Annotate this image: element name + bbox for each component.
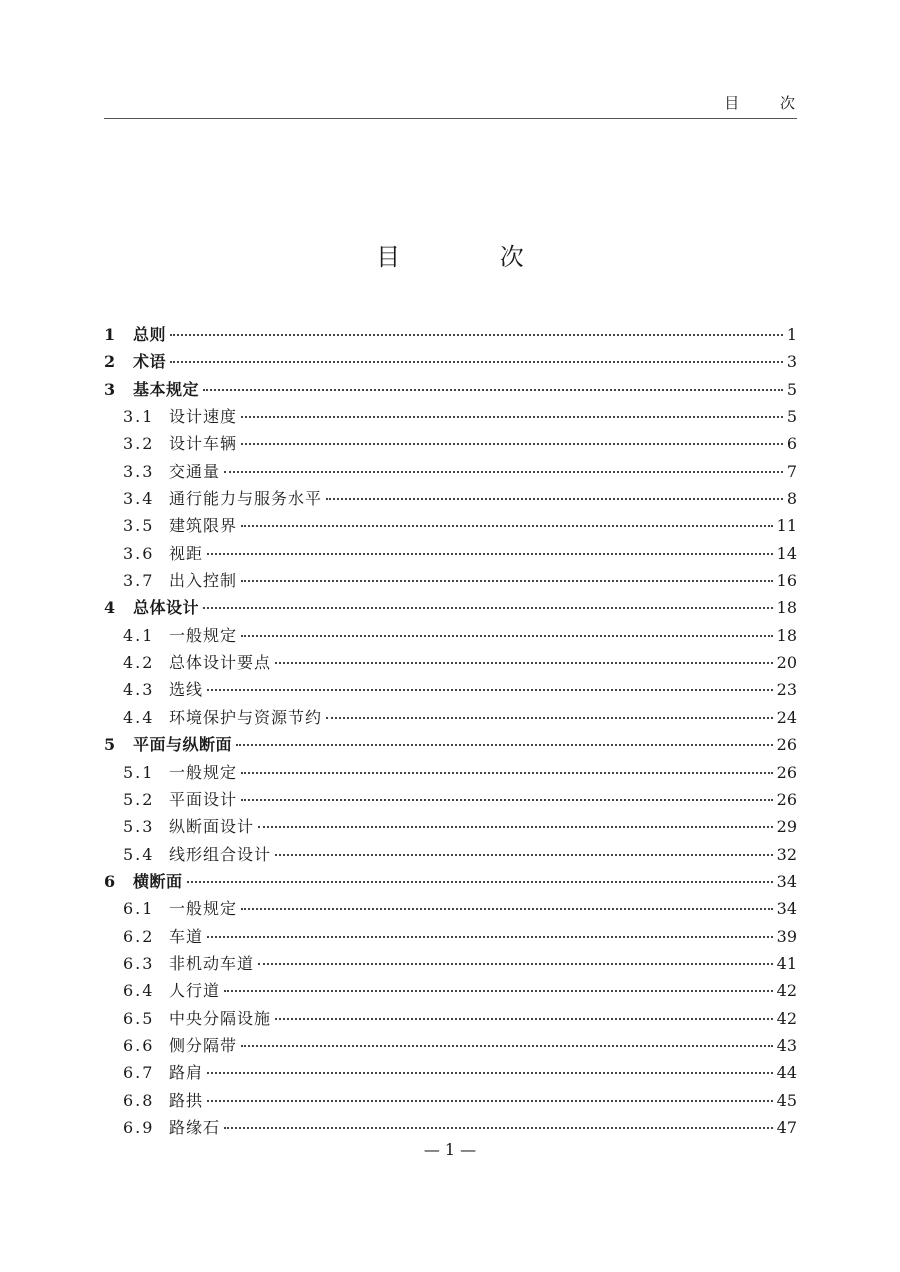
toc-dot-leader (207, 936, 773, 938)
toc-entry-page: 43 (776, 1035, 797, 1055)
toc-entry-title: 视距 (169, 543, 204, 563)
toc-section-entry[interactable] (104, 677, 797, 704)
toc-entry-title: 非机动车道 (169, 953, 255, 973)
toc-entry-number: 5.4 (123, 844, 155, 864)
toc-entry-title: 路肩 (169, 1063, 204, 1083)
toc-section-entry[interactable] (104, 650, 797, 677)
toc-entry-page: 24 (776, 707, 797, 727)
toc-section-entry[interactable] (104, 568, 797, 595)
toc-entry-page: 34 (776, 899, 797, 919)
toc-entry-number: 4.3 (123, 680, 155, 700)
toc-dot-leader (275, 854, 773, 856)
toc-dot-leader (241, 908, 773, 910)
toc-dot-leader (207, 689, 773, 691)
toc-entry-number: 5.2 (123, 789, 155, 809)
toc-entry-title: 侧分隔带 (169, 1035, 238, 1055)
toc-entry-page: 45 (776, 1090, 797, 1110)
toc-entry-number: 3.5 (123, 516, 155, 536)
toc-chapter-entry[interactable] (104, 732, 797, 759)
toc-chapter-entry[interactable] (104, 377, 797, 404)
toc-entry-number: 6.8 (123, 1090, 155, 1110)
toc-entry-title: 设计车辆 (169, 434, 238, 454)
toc-entry-title: 车道 (169, 926, 204, 946)
toc-entry-number: 6.6 (123, 1035, 155, 1055)
toc-entry-title: 环境保护与资源节约 (169, 707, 323, 727)
toc-dot-leader (241, 772, 773, 774)
toc-entry-page: 41 (776, 953, 797, 973)
toc-section-entry[interactable] (104, 760, 797, 787)
toc-entry-page: 14 (776, 543, 797, 563)
toc-section-entry[interactable] (104, 705, 797, 732)
toc-section-entry[interactable] (104, 459, 797, 486)
toc-entry-page: 3 (786, 352, 797, 372)
toc-entry-page: 47 (776, 1117, 797, 1137)
toc-entry-number: 6 (104, 871, 116, 891)
toc-entry-page: 6 (786, 434, 797, 454)
toc-entry-number: 6.9 (123, 1117, 155, 1137)
toc-entry-page: 44 (776, 1063, 797, 1083)
toc-dot-leader (224, 471, 783, 473)
toc-entry-page: 5 (786, 407, 797, 427)
toc-entry-number: 6.3 (123, 953, 155, 973)
toc-section-entry[interactable] (104, 787, 797, 814)
toc-entry-page: 11 (776, 516, 797, 536)
toc-dot-leader (258, 826, 773, 828)
toc-dot-leader (236, 744, 773, 746)
toc-dot-leader (170, 334, 783, 336)
toc-entry-page: 26 (776, 735, 797, 755)
toc-entry-number: 5.3 (123, 817, 155, 837)
toc-entry-page: 5 (786, 379, 797, 399)
toc-section-entry[interactable] (104, 924, 797, 951)
page-number: — 1 — (423, 1140, 477, 1159)
toc-entry-number: 3.1 (123, 407, 155, 427)
toc-entry-title: 基本规定 (133, 379, 200, 399)
toc-entry-title: 总则 (133, 325, 167, 344)
toc-section-entry[interactable] (104, 842, 797, 869)
toc-dot-leader (326, 717, 773, 719)
toc-entry-title: 出入控制 (169, 571, 238, 591)
toc-entry-page: 23 (776, 680, 797, 700)
toc-chapter-entry[interactable] (104, 869, 797, 896)
toc-entry-page: 39 (776, 926, 797, 946)
running-header-title: 目 次 (724, 94, 813, 112)
toc-entry-page: 26 (776, 762, 797, 782)
toc-entry-title: 选线 (169, 680, 204, 700)
toc-entry-title: 设计速度 (169, 407, 238, 427)
toc-dot-leader (258, 963, 773, 965)
toc-entry-number: 4.4 (123, 707, 155, 727)
toc-dot-leader (275, 1018, 773, 1020)
toc-entry-title: 一般规定 (169, 762, 238, 782)
toc-entry-page: 32 (776, 844, 797, 864)
toc-entry-number: 5.1 (123, 762, 155, 782)
toc-entry-title: 术语 (133, 352, 167, 372)
toc-entry-title: 一般规定 (169, 625, 238, 645)
toc-entry-number: 6.1 (123, 899, 155, 919)
toc-entry-title: 纵断面设计 (169, 817, 255, 837)
toc-entry-number: 1 (104, 325, 116, 344)
toc-dot-leader (241, 443, 783, 445)
toc-entry-page: 1 (786, 325, 797, 344)
toc-entry-title: 横断面 (133, 871, 183, 891)
toc-dot-leader (203, 389, 783, 391)
toc-section-entry[interactable] (104, 1115, 797, 1142)
toc-entry-number: 4.2 (123, 653, 155, 673)
toc-entry-page: 34 (776, 871, 797, 891)
toc-entry-number: 3.4 (123, 489, 155, 509)
toc-dot-leader (187, 881, 773, 883)
toc-entry-number: 3.2 (123, 434, 155, 454)
toc-entry-page: 18 (776, 598, 797, 618)
toc-dot-leader (241, 580, 773, 582)
toc-section-entry[interactable] (104, 1060, 797, 1087)
toc-dot-leader (275, 662, 773, 664)
toc-entry-page: 42 (776, 981, 797, 1001)
toc-entry-page: 42 (776, 1008, 797, 1028)
toc-entry-number: 6.2 (123, 926, 155, 946)
toc-chapter-entry[interactable] (104, 595, 797, 622)
toc-dot-leader (170, 361, 783, 363)
toc-dot-leader (241, 635, 773, 637)
toc-entry-title: 人行道 (169, 981, 221, 1001)
toc-dot-leader (326, 498, 783, 500)
toc-entry-title: 建筑限界 (169, 516, 238, 536)
toc-section-entry[interactable] (104, 951, 797, 978)
toc-section-entry[interactable] (104, 1033, 797, 1060)
toc-section-entry[interactable] (104, 896, 797, 923)
toc-entry-page: 16 (776, 571, 797, 591)
toc-entry-title: 路缘石 (169, 1117, 221, 1137)
toc-entry-number: 6.7 (123, 1063, 155, 1083)
toc-entry-page: 26 (776, 789, 797, 809)
toc-entry-title: 总体设计要点 (169, 653, 272, 673)
toc-entry-page: 29 (776, 817, 797, 837)
toc-section-entry[interactable] (104, 541, 797, 568)
toc-dot-leader (241, 799, 773, 801)
toc-entry-number: 2 (104, 352, 116, 372)
toc-dot-leader (207, 1100, 773, 1102)
toc-entry-number: 4 (104, 598, 116, 618)
toc-entry-number: 3.7 (123, 571, 155, 591)
toc-entry-title: 线形组合设计 (169, 844, 272, 864)
toc-entry-number: 6.4 (123, 981, 155, 1001)
toc-entry-number: 5 (104, 735, 116, 755)
toc-section-entry[interactable] (104, 814, 797, 841)
toc-section-entry[interactable] (104, 623, 797, 650)
toc-entry-number: 3.6 (123, 543, 155, 563)
table-of-contents (104, 322, 797, 1142)
toc-entry-title: 中央分隔设施 (169, 1008, 272, 1028)
toc-dot-leader (203, 607, 773, 609)
toc-entry-number: 4.1 (123, 625, 155, 645)
toc-entry-page: 7 (786, 461, 797, 481)
toc-dot-leader (207, 1072, 773, 1074)
toc-entry-page: 8 (786, 489, 797, 509)
toc-chapter-entry[interactable] (104, 349, 797, 376)
toc-dot-leader (207, 553, 773, 555)
toc-dot-leader (241, 1045, 773, 1047)
toc-entry-number: 3.3 (123, 461, 155, 481)
page-title: 目 次 (376, 243, 570, 271)
toc-chapter-entry[interactable] (104, 322, 797, 349)
toc-section-entry[interactable] (104, 1088, 797, 1115)
toc-dot-leader (241, 525, 773, 527)
toc-dot-leader (224, 990, 773, 992)
running-header (104, 88, 813, 119)
toc-entry-title: 通行能力与服务水平 (169, 489, 323, 509)
toc-entry-title: 交通量 (169, 461, 221, 481)
toc-section-entry[interactable] (104, 404, 797, 431)
toc-entry-title: 一般规定 (169, 899, 238, 919)
toc-entry-title: 平面设计 (169, 789, 238, 809)
toc-entry-title: 总体设计 (133, 598, 200, 618)
toc-entry-number: 3 (104, 379, 116, 399)
toc-entry-title: 路拱 (169, 1090, 204, 1110)
toc-section-entry[interactable] (104, 431, 797, 458)
toc-entry-page: 20 (776, 653, 797, 673)
toc-section-entry[interactable] (104, 978, 797, 1005)
toc-section-entry[interactable] (104, 513, 797, 540)
toc-dot-leader (224, 1127, 773, 1129)
toc-dot-leader (241, 416, 783, 418)
toc-entry-page: 18 (776, 625, 797, 645)
toc-entry-number: 6.5 (123, 1008, 155, 1028)
toc-section-entry[interactable] (104, 1006, 797, 1033)
toc-section-entry[interactable] (104, 486, 797, 513)
toc-entry-title: 平面与纵断面 (133, 735, 233, 755)
